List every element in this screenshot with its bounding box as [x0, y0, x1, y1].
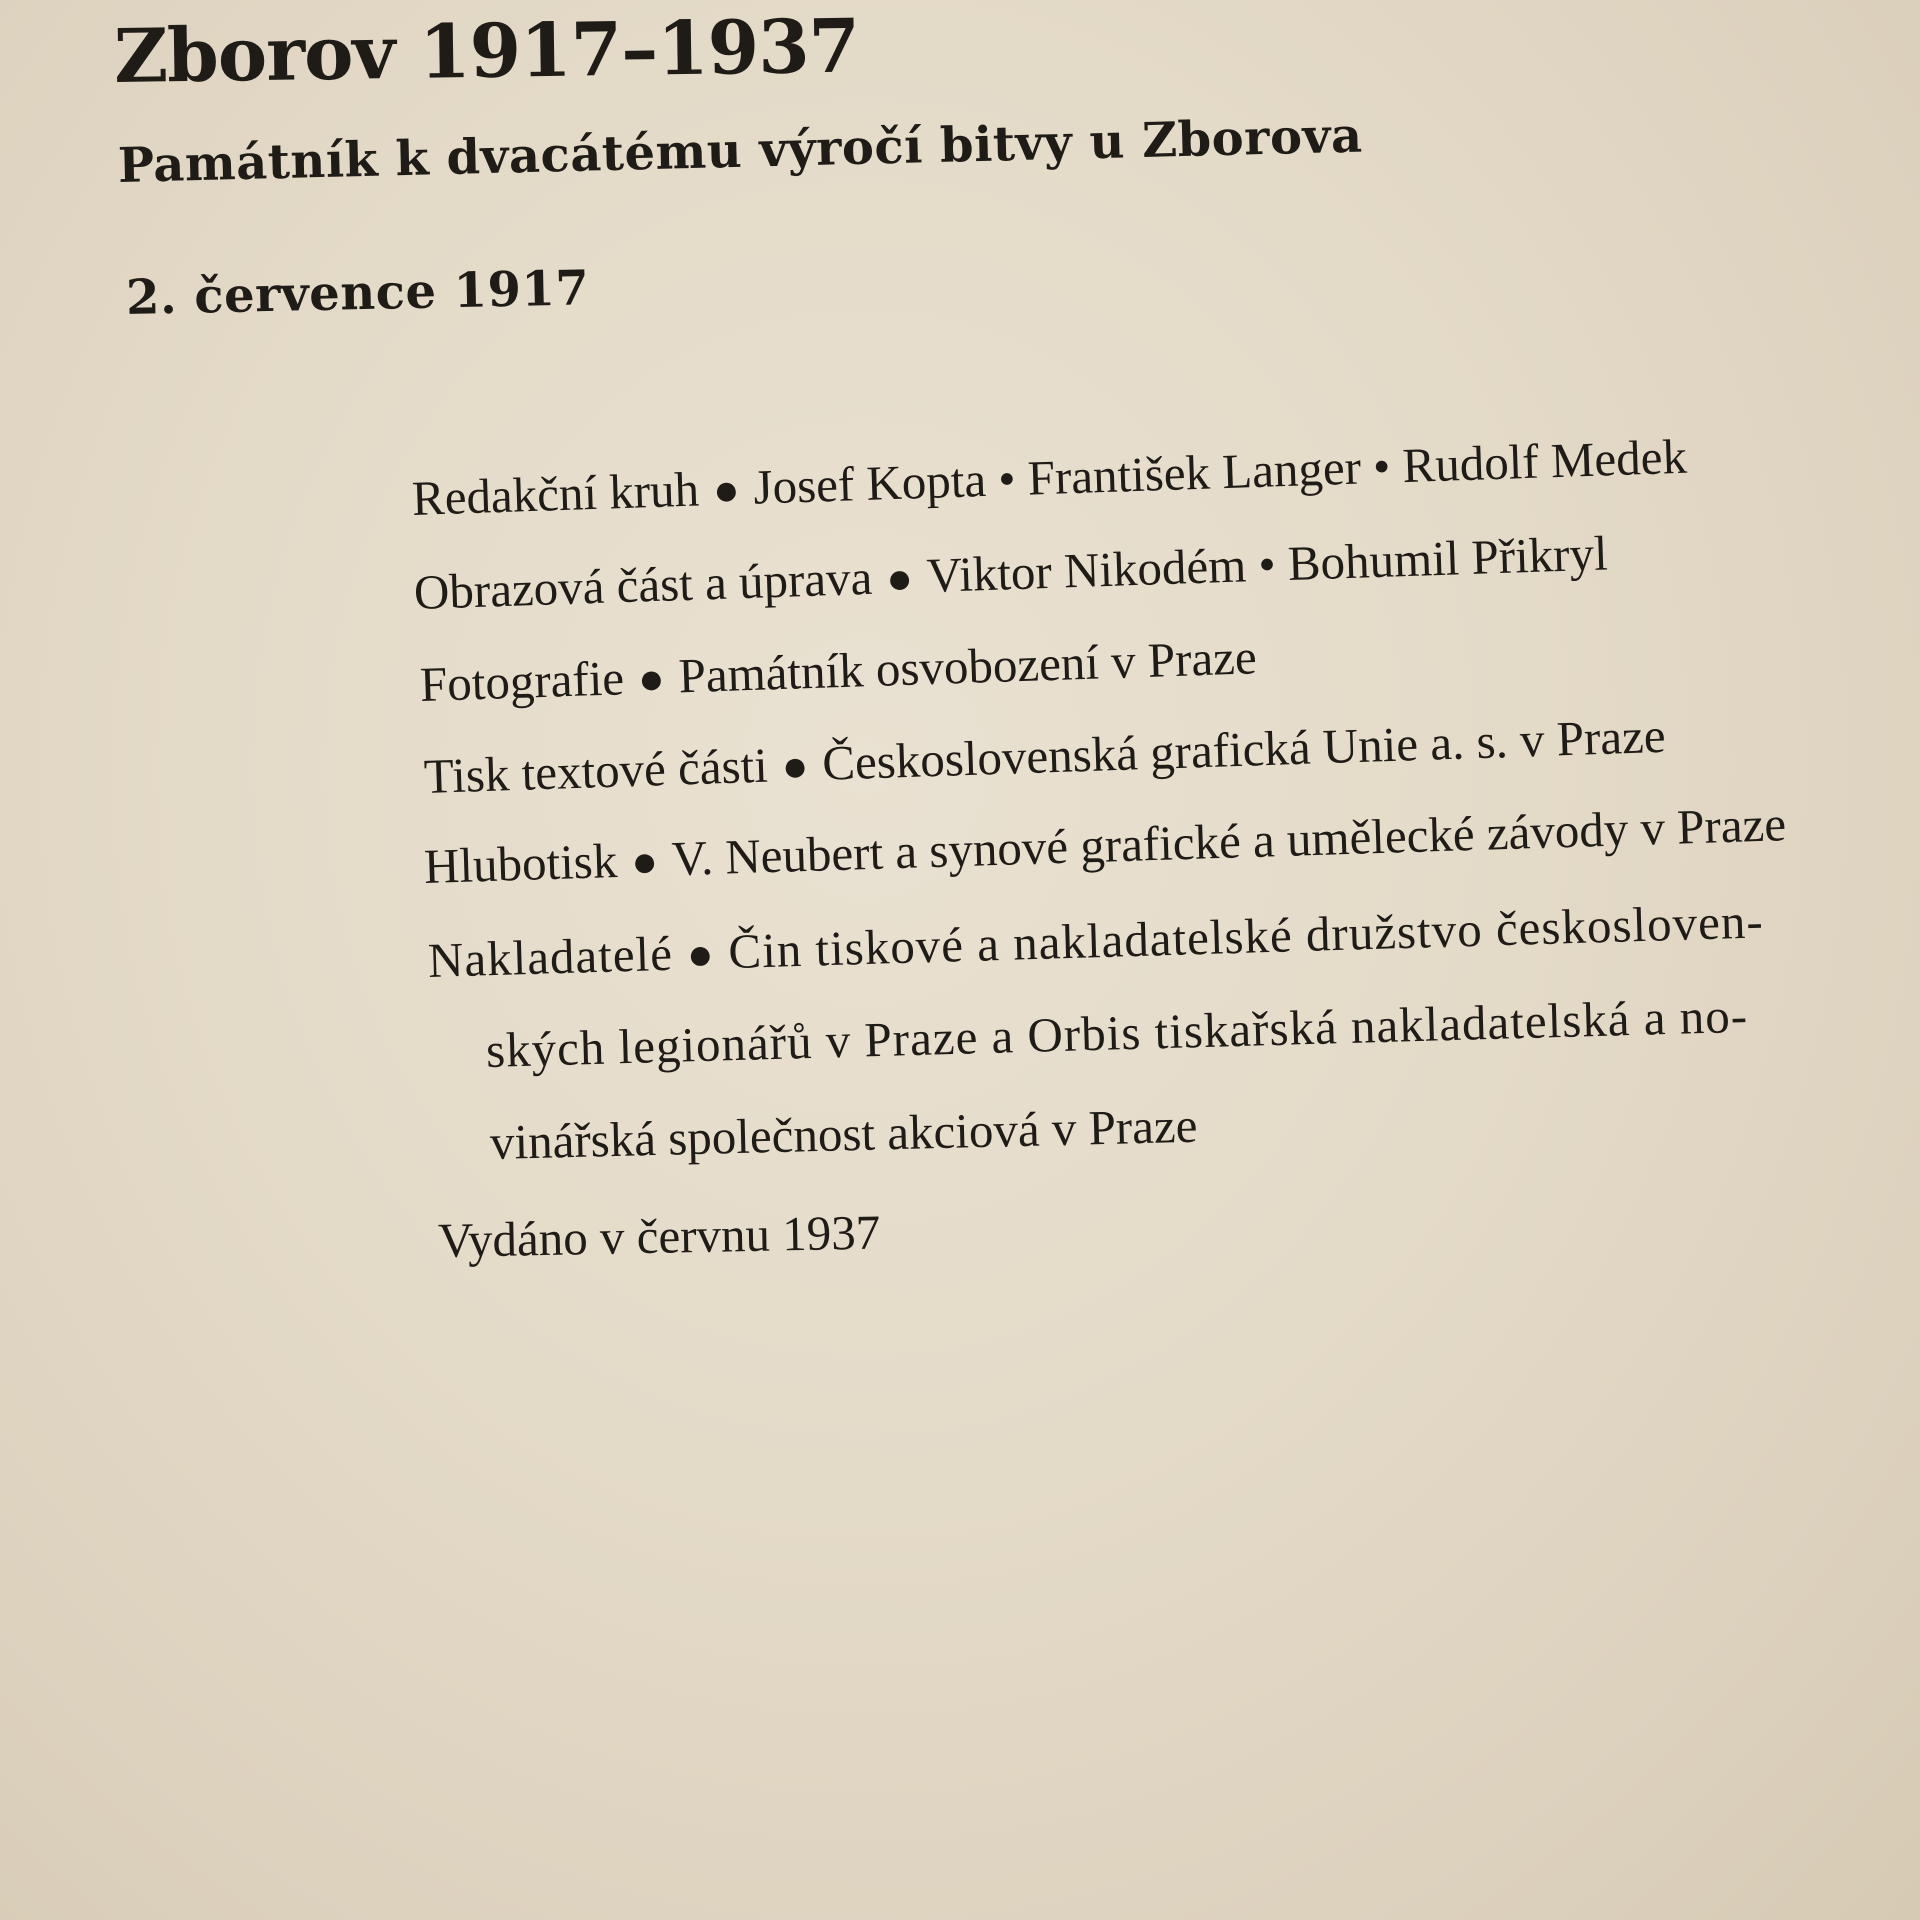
- credit-label: Nakladatelé: [427, 925, 674, 988]
- credit-value: Čin tiskové a nakladatelské družstvo českosloven-: [727, 893, 1765, 980]
- credit-label: Redakční kruh: [411, 461, 700, 526]
- credit-value: Viktor Nikodém • Bohumil Přikryl: [925, 525, 1609, 603]
- credit-label: Fotografie: [419, 650, 625, 712]
- credit-label: Obrazová část a úprava: [413, 549, 874, 620]
- bullet-icon: ●: [630, 836, 659, 887]
- credit-value: Československá grafická Unie a. s. v Praze: [821, 707, 1667, 791]
- battle-date: 2. července 1917: [125, 260, 590, 326]
- credit-value: Josef Kopta • František Langer • Rudolf Medek: [752, 428, 1688, 515]
- credit-value: V. Neubert a synové grafické a umělecké závody v Praze: [670, 796, 1787, 887]
- credit-line-photography: [419, 628, 1257, 713]
- bullet-icon: ●: [780, 741, 810, 792]
- bullet-icon: ●: [712, 465, 741, 516]
- credit-line-publishers-cont-2: vinářská společnost akciová v Praze: [489, 1097, 1199, 1170]
- page-subtitle: Památník k dvacátému výročí bitvy u Zborova: [117, 107, 1364, 194]
- credit-value: Památník osvobození v Praze: [677, 629, 1258, 704]
- page-title: Zborov 1917–1937: [113, 3, 860, 100]
- credit-line-illustration: [413, 524, 1608, 621]
- credit-line-editorial: [411, 428, 1688, 527]
- bullet-icon: ●: [637, 653, 666, 704]
- publication-date: Vydáno v červnu 1937: [437, 1204, 881, 1268]
- credit-label: Tisk textové části: [423, 737, 769, 804]
- credit-line-gravure: [423, 795, 1787, 895]
- credit-line-publishers: [427, 892, 1764, 989]
- credit-line-text-printing: [423, 707, 1666, 805]
- bullet-icon: ●: [686, 929, 716, 980]
- credit-label: Hlubotisk: [423, 832, 619, 894]
- credit-line-publishers-cont-1: ských legionářů v Praze a Orbis tiskařská nakladatelská a no-: [485, 987, 1749, 1078]
- bullet-icon: ●: [885, 553, 914, 604]
